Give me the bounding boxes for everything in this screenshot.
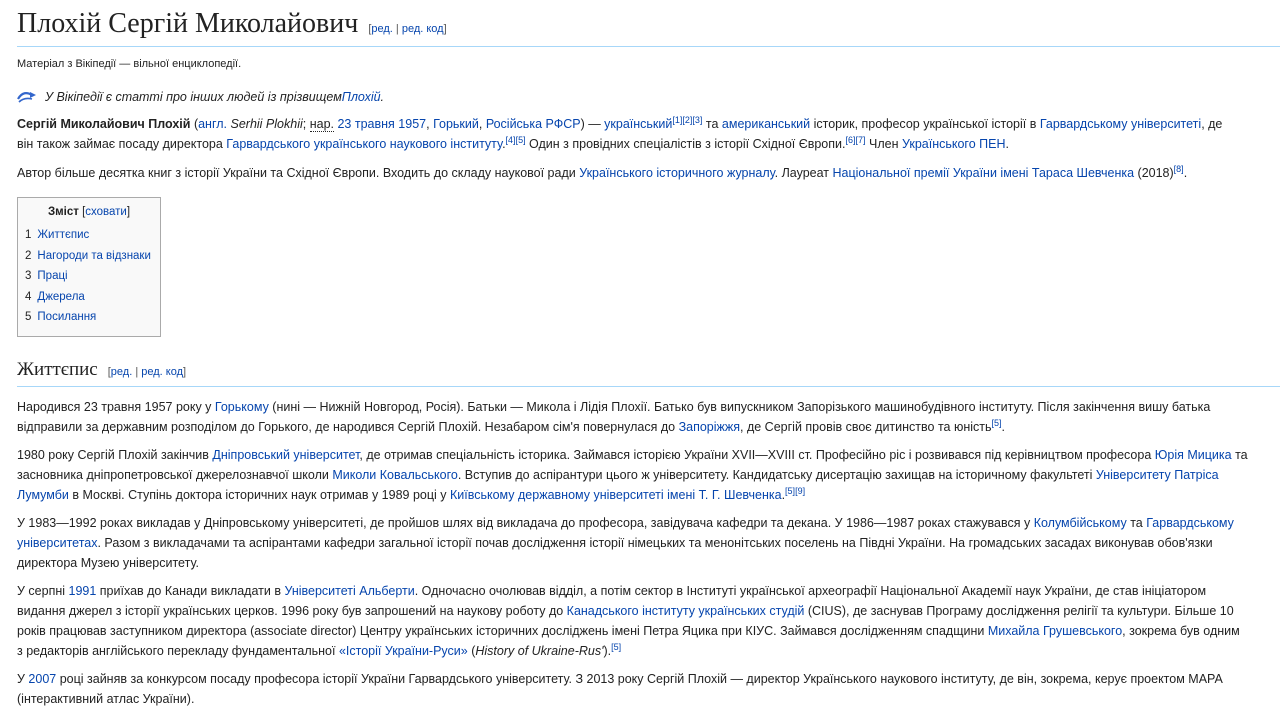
text-run: (	[467, 643, 476, 658]
bold-text: Сергій Миколайович Плохій	[17, 117, 191, 131]
paragraph-line	[17, 485, 806, 502]
section-body	[17, 397, 1280, 709]
wiki-link[interactable]: «Історії України-Руси»	[338, 643, 468, 658]
text-run: . Лауреат	[774, 166, 833, 180]
text-run: (нині — Нижній Новгород, Росія). Батьки — Микола і Лідія Плохії. Батько був випускником Запорізького машинобудівного інституту. Після закінчення вишу батька	[268, 399, 1211, 414]
toc-item[interactable]	[25, 225, 160, 246]
text-run: У серпні	[17, 583, 69, 598]
paragraph-line	[17, 468, 1219, 482]
toc-item[interactable]	[25, 287, 160, 308]
section-paragraph	[17, 581, 1280, 661]
toc-item-number: 2	[25, 249, 32, 262]
text-run: 1980 року Сергій Плохій закінчив	[17, 447, 213, 462]
text-run: (2018)	[1134, 166, 1174, 180]
text-run: ).	[603, 643, 612, 658]
toc-item-link[interactable]: Посилання	[37, 311, 97, 323]
paragraph-line	[17, 400, 1210, 414]
text-run: в Москві. Ступінь доктора історичних наук отримав у 1989 році у	[68, 487, 450, 502]
section-paragraph	[17, 397, 1280, 437]
text-run: .	[502, 137, 506, 151]
title-edit-links: [ред. | ред. код]	[368, 23, 447, 35]
text-run: з редакторів англійського перекладу фундаментальної	[17, 643, 339, 658]
text-run: історик, професор української історії в	[810, 117, 1040, 131]
section-edit-code-link[interactable]: ред. код	[141, 365, 184, 378]
wiki-link[interactable]: Канадського інституту українських студій	[566, 603, 805, 618]
text-run: та	[1231, 447, 1248, 462]
text-run: відправили за державним розподілом до Горького, де народився Сергій Плохій. Незабаром сім'я повернулася до	[17, 419, 679, 434]
section-paragraph	[17, 445, 1280, 505]
text-run: Народився 23 травня 1957 року у	[17, 399, 215, 414]
edit-code-link[interactable]: ред. код	[401, 23, 444, 35]
disambig-arrow-icon	[17, 90, 37, 104]
citation-link[interactable]: [5]	[785, 485, 796, 496]
wiki-link[interactable]: Миколи Ковальського	[332, 467, 458, 482]
citation-link[interactable]: [8]	[1173, 163, 1184, 174]
wiki-link[interactable]: 2007	[28, 671, 57, 686]
text-run: він також займає посаду директора	[17, 137, 227, 151]
text-run: засновника дніпропетровської джерелознавчої школи	[17, 467, 333, 482]
text-run: видання джерел з історії українських церков. 1996 року був запрошений на наукову роботу до	[17, 603, 567, 618]
paragraph-line	[17, 516, 1234, 530]
wiki-link[interactable]: 1957	[398, 117, 427, 131]
text-run: . Одночасно очолював відділ, а потім сектор в Інституті української археографії Національної Академії наук України, де став ініціатором	[414, 583, 1207, 598]
wiki-link[interactable]: Російська РФСР	[485, 117, 581, 131]
citation-link[interactable]: [1]	[672, 114, 683, 125]
text-run: (інтерактивний атлас України).	[17, 691, 195, 706]
wiki-link[interactable]: український	[604, 117, 673, 131]
toc-item-number: 3	[25, 270, 32, 282]
hatnote: У Вікіпедії є статті про інших людей із прізвищем Плохій .	[17, 87, 1280, 107]
text-run: .	[781, 487, 786, 502]
text-run: ,	[478, 117, 486, 131]
page-title: Плохій Сергій Миколайович [ред. | ред. код]	[17, 0, 1280, 47]
toc-toggle-link[interactable]: сховати	[85, 206, 127, 218]
lead-paragraph-2	[17, 163, 1280, 183]
paragraph-line	[17, 641, 622, 658]
text-run: , зокрема був одним	[1122, 623, 1240, 638]
toc-title: Зміст [сховати]	[47, 206, 131, 218]
section-paragraph	[17, 513, 1280, 573]
citation-link[interactable]: [9]	[795, 485, 806, 496]
section-edit-links: [ред. | ред. код]	[107, 365, 187, 378]
citation-link[interactable]: [2]	[682, 114, 693, 125]
toc-item[interactable]	[25, 266, 160, 287]
wiki-link[interactable]: Колумбійському	[1033, 515, 1127, 530]
toc-list	[18, 225, 160, 328]
table-of-contents	[17, 197, 161, 337]
toc-item-link[interactable]: Нагороди та відзнаки	[37, 249, 151, 262]
text-run: ,	[426, 117, 434, 131]
citation-link[interactable]: [6]	[845, 134, 856, 145]
text-run: . Вступив до аспірантури цього ж університету. Кандидатську дисертацію захищав на історичному факультеті	[457, 467, 1096, 482]
text-run: (CIUS), де заснував Програму дослідження релігії та культури. Більше 10	[804, 603, 1234, 618]
text-run: , де Сергій провів своє дитинство та юність	[740, 419, 992, 434]
text-run: році зайняв за конкурсом посаду професора історії України Гарвардського університету. З 2013 року Сергій Плохій — директор Українського наукового інституту, де він, зокрема, керує проектом MAPA	[56, 671, 1223, 686]
text-run: Один з провідних спеціалістів з історії Східної Європи.	[525, 137, 846, 151]
text-run: ;	[302, 117, 310, 131]
wiki-link[interactable]: Горькому	[214, 399, 269, 414]
toc-item-number: 5	[25, 311, 32, 323]
wiki-link[interactable]: Університету Патріса	[1095, 467, 1219, 482]
text-run: .	[1005, 137, 1009, 151]
text-run: років працював заступником директора (associate director) Центру українських історичних досліджень імені Петра Яцика при КІУС. Займався дослідженням спадщини	[17, 623, 988, 638]
wiki-link[interactable]: Гарвардському	[1146, 515, 1234, 530]
toc-item[interactable]	[25, 307, 160, 328]
wiki-link[interactable]: Горький	[433, 117, 479, 131]
wiki-link[interactable]: Михайла Грушевського	[987, 623, 1123, 638]
text-run: У	[17, 671, 29, 686]
text-run: приїхав до Канади викладати в	[96, 583, 285, 598]
text-run: У 1983—1992 роках викладав у Дніпровському університеті, де пройшов шлях від викладача до професора, завідувача кафедри та декана. У 1986—1987 роках стажувався у	[17, 515, 1034, 530]
citation-link[interactable]: [3]	[692, 114, 703, 125]
citation-link[interactable]: [5]	[515, 134, 526, 145]
citation-link[interactable]: [5]	[611, 641, 622, 652]
wiki-link[interactable]: Українського історичного журналу	[579, 166, 775, 180]
text-run: . Разом з викладачами та аспірантами кафедри загальної історії почав дослідження історії німецьких та менонітських поселень на Півдні України. На громадських засадах виконував обов'язки	[97, 535, 1213, 550]
toc-item-link[interactable]: Праці	[37, 270, 68, 282]
wiki-link[interactable]: 23 травня	[337, 117, 395, 131]
wiki-link[interactable]: Запоріжжя	[678, 419, 741, 434]
wiki-link[interactable]: Національної премії України імені Тараса Шевченка	[832, 166, 1135, 180]
text-run: Автор більше десятка книг з історії України та Східної Європи. Входить до складу наукової ради	[17, 166, 580, 180]
wiki-link[interactable]: Юрія Мицика	[1154, 447, 1232, 462]
citation-link[interactable]: [5]	[991, 417, 1002, 428]
text-run: Член	[865, 137, 902, 151]
wiki-link[interactable]: Київському державному університеті імені Т. Г. Шевченка	[450, 487, 782, 502]
text-run: .	[1183, 166, 1188, 180]
wiki-link[interactable]: університетах	[17, 535, 98, 550]
edit-link[interactable]: ред.	[371, 23, 393, 35]
paragraph-line	[17, 536, 1213, 550]
paragraph-line	[17, 624, 1240, 638]
text-run: Serhii Plokhii	[230, 117, 303, 131]
toc-item-number: 1	[25, 229, 32, 241]
wiki-link[interactable]: Гарвардському університеті	[1039, 117, 1202, 131]
abbr-text: нар.	[309, 117, 334, 131]
wiki-link[interactable]: Лумумби	[17, 487, 69, 502]
paragraph-line	[17, 556, 199, 570]
section-edit-link[interactable]: ред.	[110, 365, 133, 378]
text-run: та	[1126, 515, 1147, 530]
paragraph-line	[17, 448, 1248, 462]
paragraph-line	[17, 584, 1206, 598]
lead-paragraph-1	[17, 114, 1280, 154]
wiki-link[interactable]: Українського ПЕН	[901, 137, 1006, 151]
text-run: History of Ukraine-Rus'	[475, 643, 604, 658]
paragraph-line	[17, 417, 1005, 434]
wiki-link[interactable]: Університеті Альберти	[284, 583, 415, 598]
hatnote-link[interactable]: Плохій	[341, 90, 381, 104]
text-run: , де	[1201, 117, 1223, 131]
citation-link[interactable]: [7]	[855, 134, 866, 145]
wiki-link[interactable]: 1991	[68, 583, 97, 598]
site-subtitle: Матеріал з Вікіпедії — вільної енциклопедії.	[17, 58, 242, 70]
toc-item-link[interactable]: Життєпис	[37, 229, 90, 241]
text-run: директора Музею університету.	[17, 555, 199, 570]
toc-item[interactable]	[25, 246, 160, 267]
paragraph-line	[17, 604, 1234, 618]
toc-item-link[interactable]: Джерела	[37, 290, 85, 303]
text-run: та	[702, 117, 722, 131]
text-run: , де отримав спеціальність історика. Займався історією України XVII—XVIII ст. Професійно ріс і розвивався під керівництвом професора	[359, 447, 1155, 462]
paragraph-line	[17, 692, 194, 706]
text-run: (	[190, 117, 199, 131]
wiki-link[interactable]: Дніпровський університет	[212, 447, 360, 462]
wiki-link[interactable]: англ.	[198, 117, 228, 131]
text-run: .	[1001, 419, 1005, 434]
section-paragraph	[17, 669, 1280, 709]
text-run: ) —	[580, 117, 605, 131]
section-heading-biography: Життєпис [ред. | ред. код]	[17, 359, 1280, 387]
citation-link[interactable]: [4]	[505, 134, 516, 145]
toc-item-number: 4	[25, 290, 32, 303]
wiki-link[interactable]: Гарвардського українського наукового інституту	[226, 137, 503, 151]
wiki-link[interactable]: американський	[721, 117, 811, 131]
